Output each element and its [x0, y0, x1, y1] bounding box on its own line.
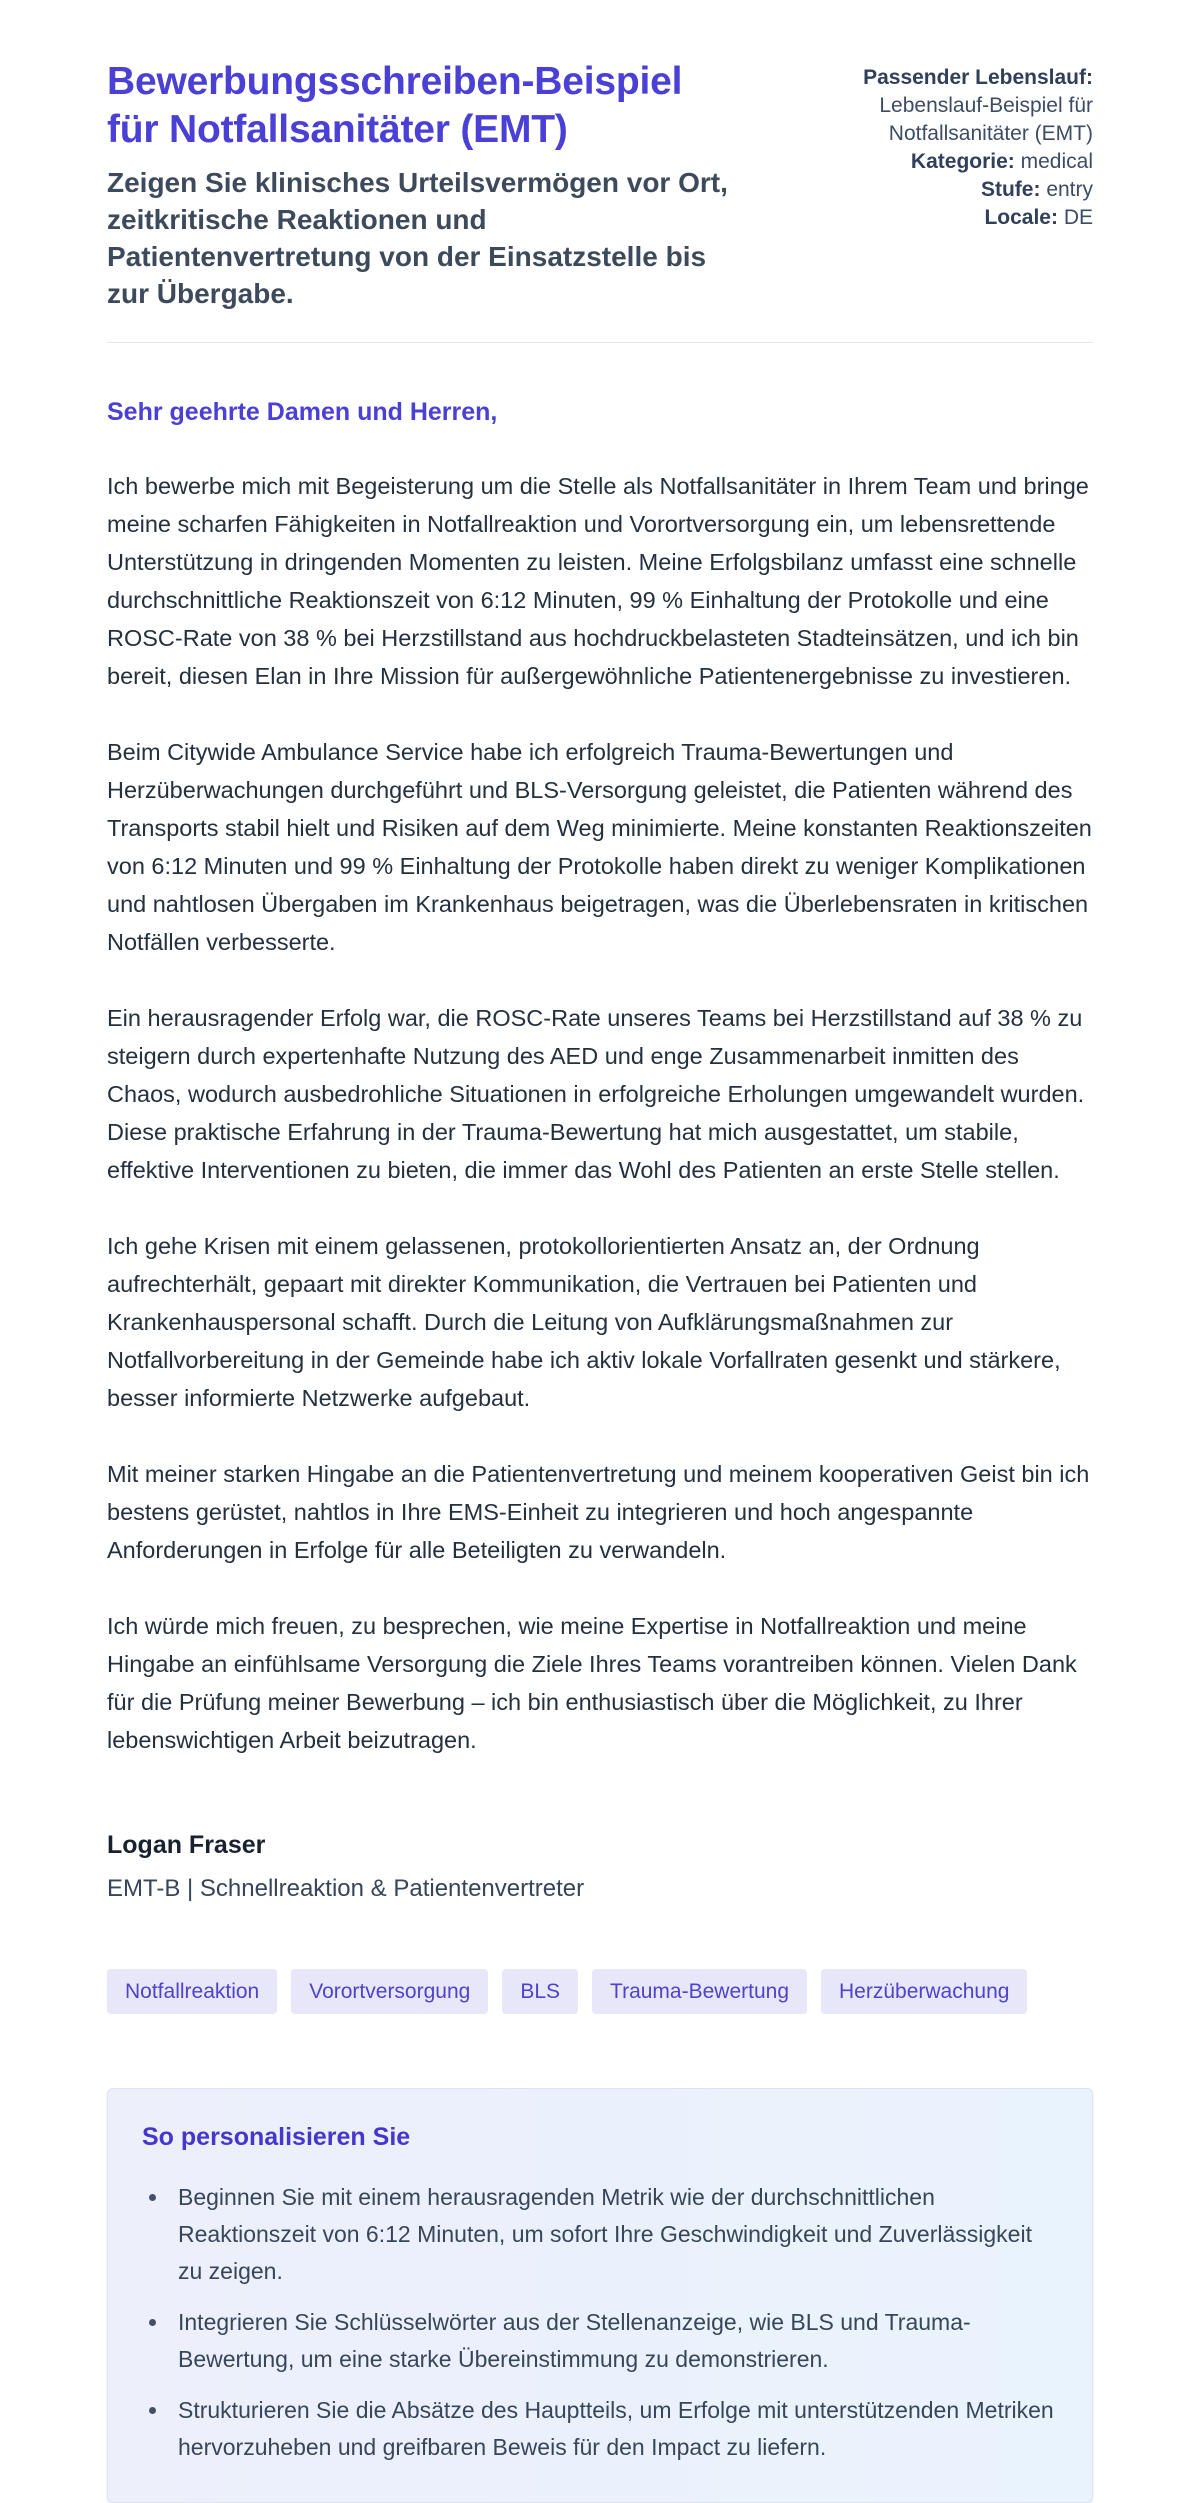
letter-paragraph: Ich würde mich freuen, zu besprechen, wie meine Expertise in Notfallreaktion und meine Hingabe an einfühlsame Versorgung die Ziele Ihres Teams vorantreiben können. Vielen Dank für die Prüfung meiner Bewerbung – ich bin enthusiastisch über die Möglichkeit, zu Ihrer lebenswichtigen Arbeit beizutragen.	[107, 1613, 1077, 1753]
tips-list-item: • Beginnen Sie mit einem herausragenden Metrik wie der durchschnittlichen Reaktionszeit von 6:12 Minuten, um sofort Ihre Geschwindigkeit und Zuverlässigkeit zu zeigen.	[170, 2179, 1056, 2290]
meta-value: entry	[1046, 178, 1093, 201]
tag-chip-bls[interactable]: BLS	[502, 1969, 578, 2014]
letter-paragraph: Ich bewerbe mich mit Begeisterung um die Stelle als Notfallsanitäter in Ihrem Team und bringe meine scharfen Fähigkeiten in Notfallreaktion und Vorortversorgung ein, um lebensrettende Unterstützung in dringenden Momenten zu leisten. Meine Erfolgsbilanz umfasst eine schnelle durchschnittliche Reaktionszeit von 6:12 Minuten, 99 % Einhaltung der Protokolle und eine ROSC-Rate von 38 % bei Herzstillstand aus hochdruckbelasteten Stadteinsätzen, und ich bin bereit, diesen Elan in Ihre Mission für außergewöhnliche Patientenergebnisse zu investieren.	[107, 473, 1089, 689]
tag-chip-vorortversorgung[interactable]: Vorortversorgung	[291, 1969, 488, 2014]
meta-matching-resume	[763, 64, 1093, 148]
meta-category	[763, 148, 1093, 176]
meta-locale	[763, 204, 1093, 232]
header-meta-block	[763, 58, 1093, 232]
signature-title: EMT-B | Schnellreaktion & Patientenvertreter	[107, 1875, 585, 1902]
tips-heading: So personalisieren Sie	[142, 2123, 411, 2151]
meta-label: Passender Lebenslauf:	[863, 66, 1093, 89]
letter-paragraph: Ein herausragender Erfolg war, die ROSC-Rate unseres Teams bei Herzstillstand auf 38 % zu steigern durch expertenhafte Nutzung des AED und enge Zusammenarbeit inmitten des Chaos, wodurch ausbedrohliche Situationen in erfolgreiche Erholungen umgewandelt wurden. Diese praktische Erfahrung in der Trauma-Bewertung hat mich ausgestattet, um stabile, effektive Interventionen zu bieten, die immer das Wohl des Patienten an erste Stelle stellen.	[107, 1005, 1085, 1183]
meta-level	[763, 176, 1093, 204]
meta-label: Kategorie:	[910, 150, 1015, 173]
letter-body	[107, 395, 1093, 1905]
skill-tags	[107, 1969, 1093, 2014]
letter-greeting: Sehr geehrte Damen und Herren,	[107, 398, 498, 426]
meta-label: Stufe:	[980, 178, 1041, 201]
meta-value: DE	[1063, 206, 1093, 229]
meta-value: Lebenslauf-Beispiel für Notfallsanitäter (EMT)	[879, 94, 1093, 145]
signature-name: Logan Fraser	[107, 1831, 266, 1859]
signature-block	[107, 1829, 1093, 1905]
tag-chip-notfallreaktion[interactable]: Notfallreaktion	[107, 1969, 277, 2014]
cover-letter-page	[107, 0, 1093, 2503]
tips-list-item: • Integrieren Sie Schlüsselwörter aus der Stellenanzeige, wie BLS und Trauma-Bewertung, um eine starke Übereinstimmung zu demonstrieren.	[170, 2304, 1056, 2378]
page-subtitle: Zeigen Sie klinisches Urteilsvermögen vor Ort, zeitkritische Reaktionen und Patientenvertretung von der Einsatzstelle bis zur Übergabe.	[107, 167, 728, 309]
tag-chip-herzueberwachung[interactable]: Herzüberwachung	[821, 1969, 1027, 2014]
tag-chip-trauma-bewertung[interactable]: Trauma-Bewertung	[592, 1969, 807, 2014]
personalization-tips-callout	[107, 2088, 1093, 2503]
page-title: Bewerbungsschreiben-Beispiel für Notfallsanitäter (EMT)	[107, 60, 683, 151]
letter-paragraph: Mit meiner starken Hingabe an die Patientenvertretung und meinem kooperativen Geist bin ich bestens gerüstet, nahtlos in Ihre EMS-Einheit zu integrieren und hoch angespannte Anforderungen in Erfolge für alle Beteiligten zu verwandeln.	[107, 1461, 1090, 1563]
header-divider	[107, 342, 1093, 343]
meta-label: Locale:	[984, 206, 1058, 229]
letter-paragraph: Ich gehe Krisen mit einem gelassenen, protokollorientierten Ansatz an, der Ordnung aufrechterhält, gepaart mit direkter Kommunikation, die Vertrauen bei Patienten und Krankenhauspersonal schafft. Durch die Leitung von Aufklärungsmaßnahmen zur Notfallvorbereitung in der Gemeinde habe ich aktiv lokale Vorfallraten gesenkt und stärkere, besser informierte Netzwerke aufgebaut.	[107, 1233, 1061, 1411]
header-title-block	[107, 58, 737, 312]
letter-paragraph: Beim Citywide Ambulance Service habe ich erfolgreich Trauma-Bewertungen und Herzüberwachungen durchgeführt und BLS-Versorgung geleistet, die Patienten während des Transports stabil hielt und Risiken auf dem Weg minimierte. Meine konstanten Reaktionszeiten von 6:12 Minuten und 99 % Einhaltung der Protokolle haben direkt zu weniger Komplikationen und nahtlosen Übergaben im Krankenhaus beigetragen, was die Überlebensraten in kritischen Notfällen verbesserte.	[107, 739, 1092, 955]
page-header	[107, 58, 1093, 312]
meta-value: medical	[1020, 150, 1093, 173]
tips-list-item: • Strukturieren Sie die Absätze des Hauptteils, um Erfolge mit unterstützenden Metriken hervorzuheben und greifbaren Beweis für den Impact zu liefern.	[170, 2392, 1056, 2466]
tips-list	[142, 2179, 1056, 2466]
